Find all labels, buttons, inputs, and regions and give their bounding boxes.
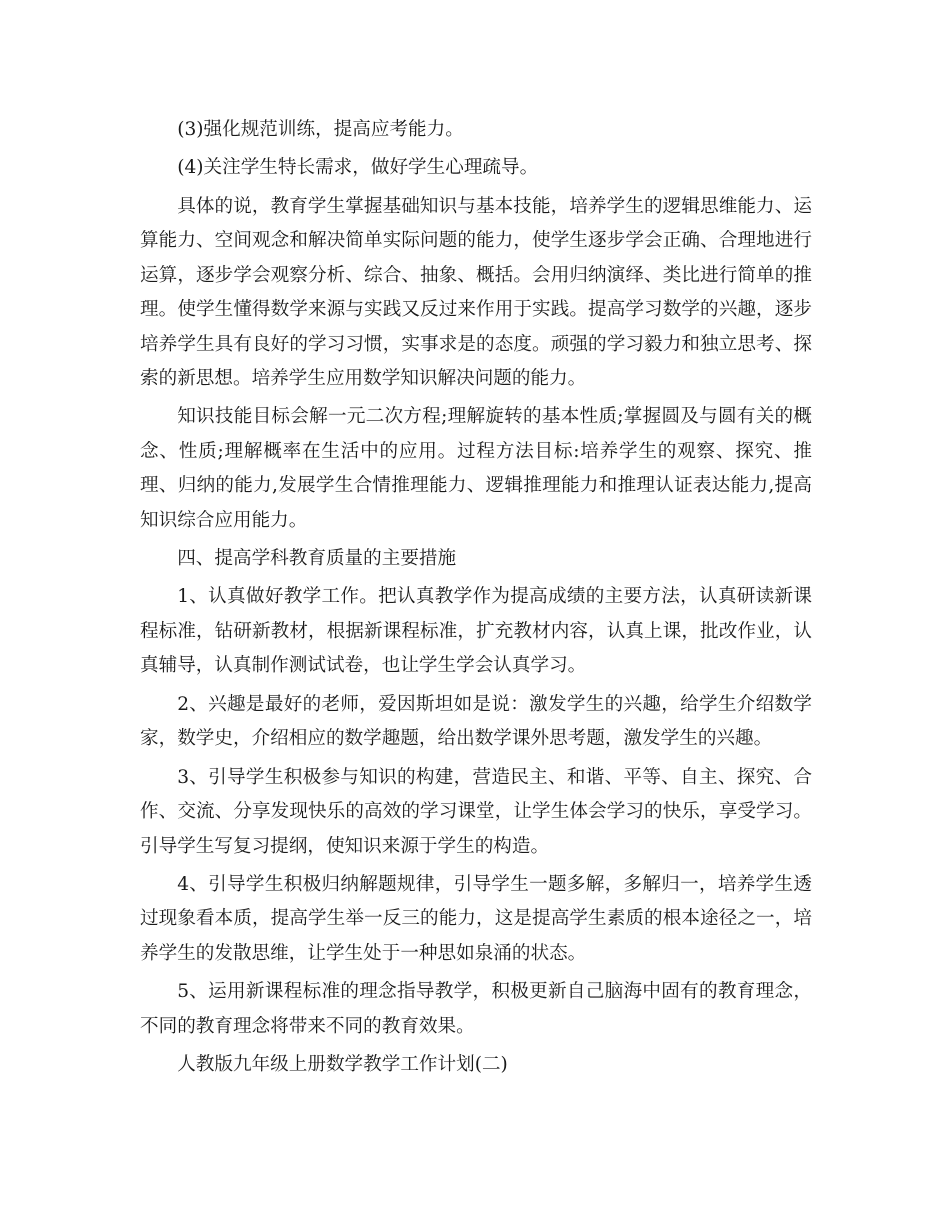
paragraph-measure-5: 5、运用新课程标准的理念指导教学，积极更新自己脑海中固有的教育理念，不同的教育理念将带来不同的教育效果。	[140, 981, 812, 1037]
paragraph-measure-2: 2、兴趣是最好的老师，爱因斯坦如是说：激发学生的兴趣，给学生介绍数学家，数学史，介绍相应的数学趣题，给出数学课外思考题，激发学生的兴趣。	[140, 693, 812, 750]
paragraph-item-3: (3)强化规范训练，提高应考能力。	[177, 119, 464, 140]
paragraph-specifics: 具体的说，教育学生掌握基础知识与基本技能，培养学生的逻辑思维能力、运算能力、空间观念和解决简单实际问题的能力，使学生逐步学会正确、合理地进行运算，逐步学会观察分析、综合、抽象、概括。会用归纳演绎、类比进行简单的推理。使学生懂得数学来源与实践又反过来作用于实践。提高学习数学的兴趣，逐步培养学生具有良好的学习习惯，实事求是的态度。顽强的学习毅力和独立思考、探索的新思想。培养学生应用数学知识解决问题的能力。	[140, 195, 812, 390]
paragraph-measure-4: 4、引导学生积极归纳解题规律，引导学生一题多解，多解归一，培养学生透过现象看本质，提高学生举一反三的能力，这是提高学生素质的根本途径之一，培养学生的发散思维，让学生处于一种思如泉涌的状态。	[140, 873, 812, 964]
document-body	[140, 113, 812, 1086]
section-heading-measures: 四、提高学科教育质量的主要措施	[177, 548, 457, 570]
paragraph-measure-3: 3、引导学生积极参与知识的构建，营造民主、和谐、平等、自主、探究、合作、交流、分享发现快乐的高效的学习课堂，让学生体会学习的快乐，享受学习。引导学生写复习提纲，使知识来源于学生的构造。	[140, 766, 812, 857]
document-subtitle: 人教版九年级上册数学教学工作计划(二)	[177, 1053, 508, 1075]
paragraph-measure-1: 1、认真做好教学工作。把认真教学作为提高成绩的主要方法，认真研读新课程标准，钻研新教材，根据新课程标准，扩充教材内容，认真上课，批改作业，认真辅导，认真制作测试试卷，也让学生学会认真学习。	[140, 586, 812, 677]
paragraph-item-4: (4)关注学生特长需求，做好学生心理疏导。	[177, 157, 539, 179]
paragraph-knowledge-goals: 知识技能目标会解一元二次方程;理解旋转的基本性质;掌握圆及与圆有关的概念、性质;理解概率在生活中的应用。过程方法目标:培养学生的观察、探究、推理、归纳的能力,发展学生合情推理能力、逻辑推理能力和推理认证表达能力,提高知识综合应用能力。	[140, 406, 812, 531]
